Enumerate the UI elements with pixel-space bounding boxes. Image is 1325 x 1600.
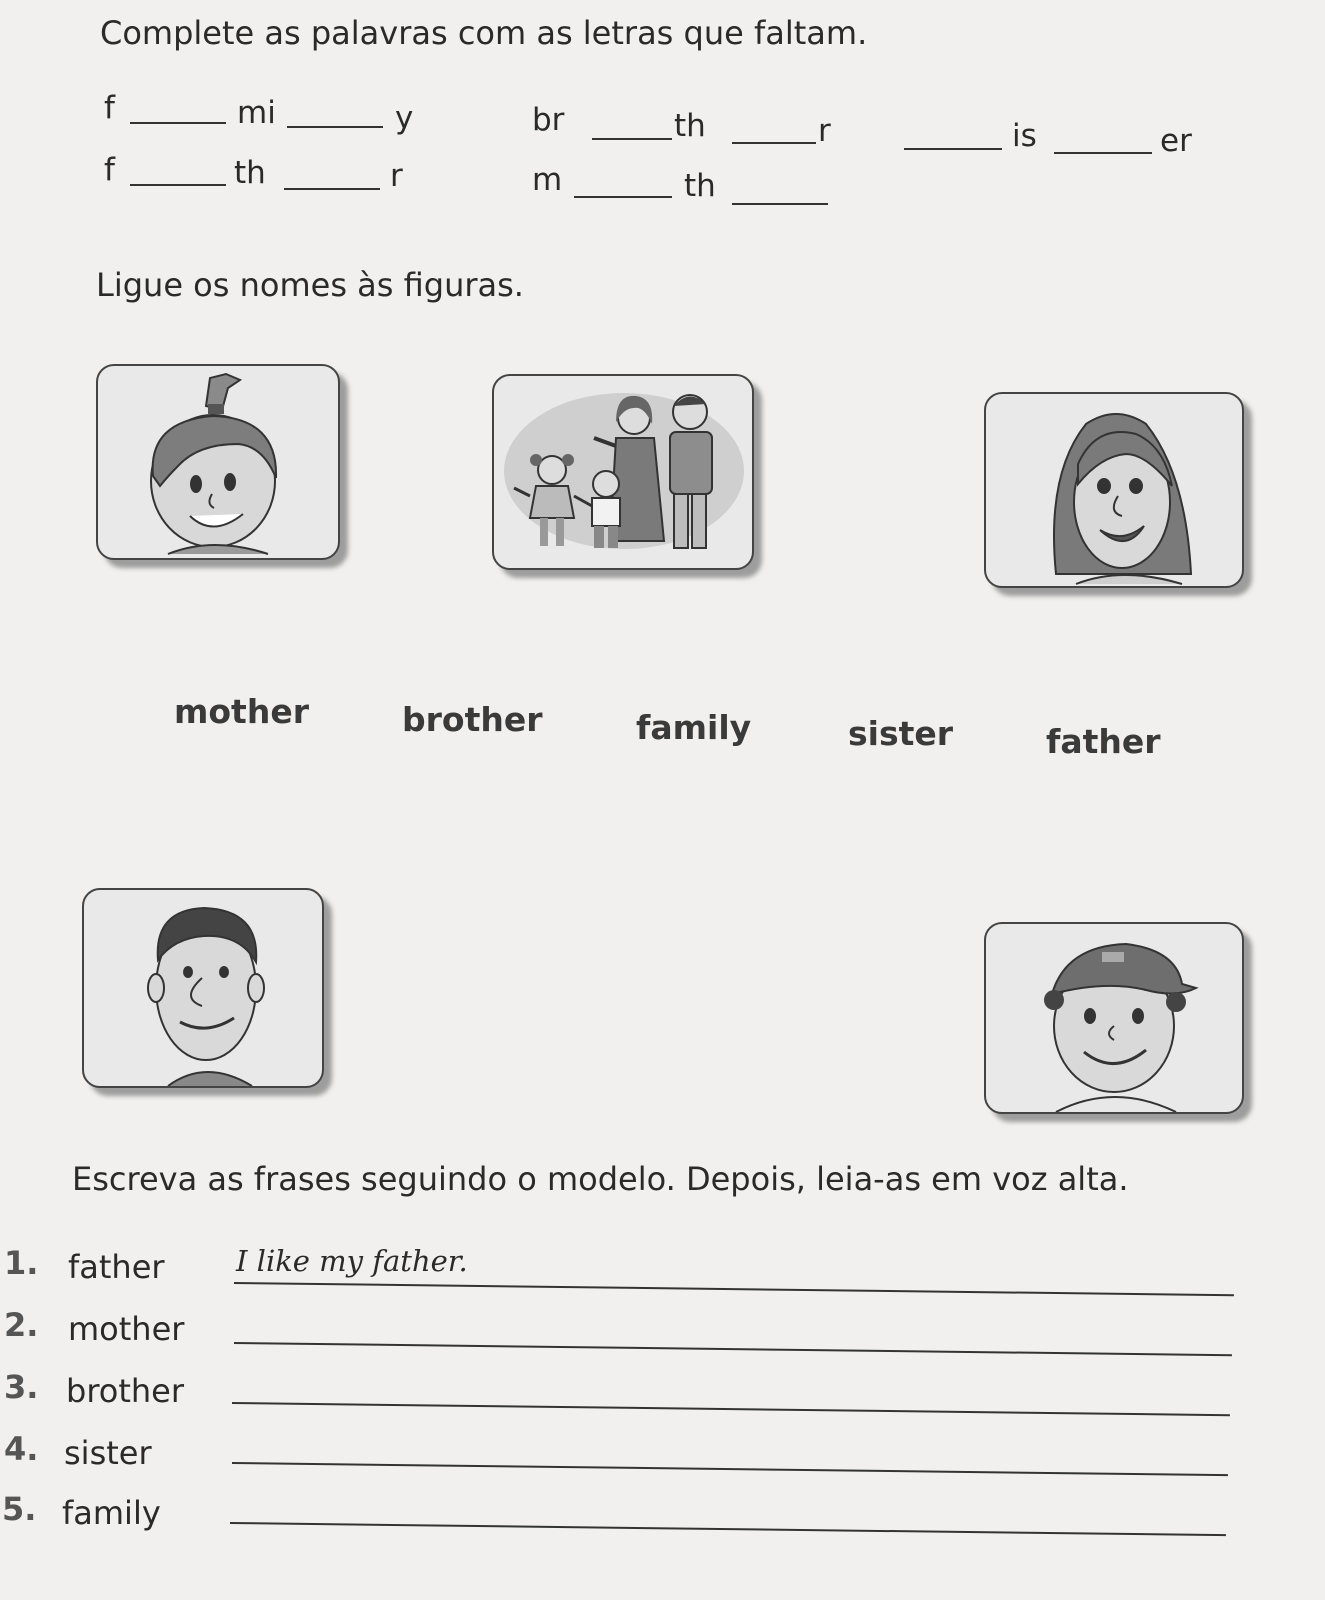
word-part: r <box>390 158 403 194</box>
item-number: 3. <box>4 1368 39 1406</box>
boy-cap-icon[interactable] <box>984 922 1244 1114</box>
blank-line[interactable] <box>130 122 226 124</box>
word-part: th <box>234 155 266 191</box>
exercise1-instruction: Complete as palavras com as letras que faltam. <box>100 14 868 52</box>
blank-line[interactable] <box>284 188 380 190</box>
answer-line[interactable] <box>234 1282 1234 1296</box>
blank-line[interactable] <box>287 126 383 128</box>
word-part: r <box>818 113 831 149</box>
blank-line[interactable] <box>732 203 828 205</box>
item-number: 5. <box>2 1490 37 1528</box>
blank-line[interactable] <box>1054 152 1152 154</box>
blank-line[interactable] <box>732 142 816 144</box>
word-brother[interactable]: brother <box>402 700 543 739</box>
answer-line[interactable] <box>232 1462 1228 1476</box>
girl-ponytail-icon[interactable] <box>96 364 340 560</box>
item-word: sister <box>64 1434 152 1472</box>
blank-line[interactable] <box>574 196 672 198</box>
exercise2-instruction: Ligue os nomes às figuras. <box>96 266 524 304</box>
exercise3-instruction: Escreva as frases seguindo o modelo. Depois, leia-as em voz alta. <box>72 1160 1129 1198</box>
item-number: 4. <box>4 1430 39 1468</box>
man-face-icon[interactable] <box>82 888 324 1088</box>
item-word: father <box>68 1248 165 1286</box>
item-word: brother <box>66 1372 185 1410</box>
word-part: th <box>674 108 706 144</box>
word-sister[interactable]: sister <box>848 714 954 753</box>
word-part: is <box>1012 118 1037 154</box>
family-group-icon[interactable] <box>492 374 754 570</box>
item-number: 1. <box>4 1244 39 1282</box>
word-part: y <box>395 100 414 136</box>
blank-line[interactable] <box>592 138 672 140</box>
word-family[interactable]: family <box>636 708 752 747</box>
blank-line[interactable] <box>130 184 226 186</box>
woman-face-icon[interactable] <box>984 392 1244 588</box>
word-mother[interactable]: mother <box>174 692 309 731</box>
word-part: br <box>532 102 565 138</box>
word-father[interactable]: father <box>1046 722 1161 761</box>
word-part: f <box>104 152 115 188</box>
answer-line[interactable] <box>230 1522 1226 1536</box>
fill-in-words <box>0 0 1325 220</box>
item-number: 2. <box>4 1306 39 1344</box>
word-part: f <box>104 90 115 126</box>
item-word: mother <box>68 1310 185 1348</box>
word-part: m <box>532 162 563 198</box>
word-part: th <box>684 168 716 204</box>
item-word: family <box>62 1494 161 1532</box>
word-part: er <box>1160 123 1192 159</box>
example-answer: I like my father. <box>236 1244 468 1278</box>
blank-line[interactable] <box>904 148 1002 150</box>
word-part: mi <box>237 95 276 131</box>
answer-line[interactable] <box>234 1342 1232 1356</box>
answer-line[interactable] <box>232 1402 1230 1416</box>
